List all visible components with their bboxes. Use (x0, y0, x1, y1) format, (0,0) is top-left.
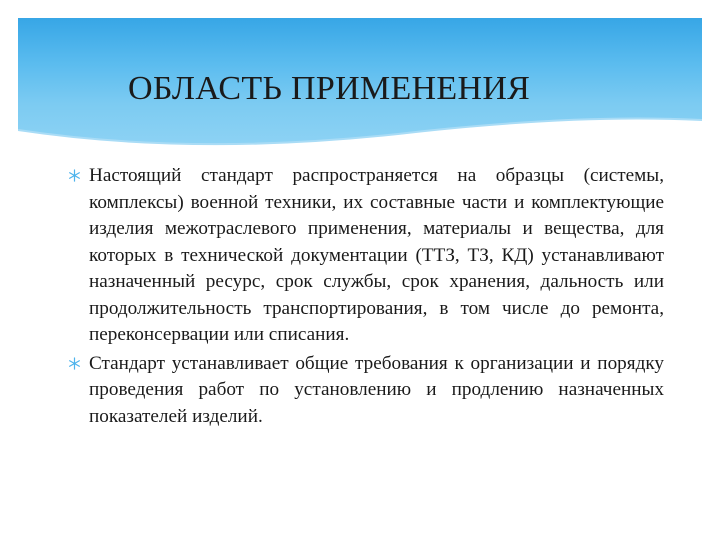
slide-title: ОБЛАСТЬ ПРИМЕНЕНИЯ (128, 70, 531, 107)
bullet-text: Стандарт устанавливает общие требования к организации и порядку проведения работ по установлению и продлению назначенных показателей изделий. (89, 352, 664, 427)
asterisk-icon (68, 357, 81, 370)
bullet-text: Настоящий стандарт распространяется на образцы (системы, комплексы) военной техники, их составные части и комплектующие изделия межотраслевого применения, материалы и вещества, для которых в технической документации (ТТЗ, ТЗ, КД) устанавливают назначенный ресурс, срок службы, срок хранения, дальность или продолжительность транспортирования, в том числе до ремонта, переконсервации или списания. (89, 165, 664, 345)
title-banner (18, 18, 702, 150)
bullet-item (60, 351, 664, 431)
asterisk-icon (68, 169, 81, 182)
bullet-list (60, 163, 664, 432)
bullet-item (60, 163, 664, 349)
